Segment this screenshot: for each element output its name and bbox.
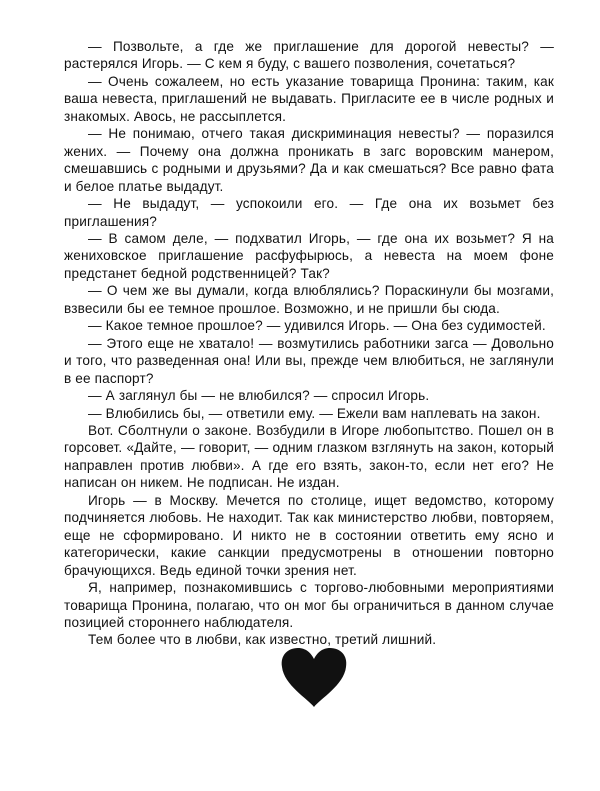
paragraph: — В самом деле, — подхватил Игорь, — где она их возьмет? Я на жениховское приглашение расфуфырюсь, а невеста на моем фоне предстанет бедной родственницей? Так? — [64, 230, 554, 281]
paragraph: Игорь — в Москву. Мечется по столице, ищет ведомство, которому подчиняется любовь. Не находит. Так как министерство любви, повторяем, еще не сформировано. И никто не в состоянии ответить ему ясно и категорически, какие санкции предусмотрены в отношении повторно брачующихся. Ведь единой точки зрения нет. — [64, 492, 554, 578]
heart-shape — [282, 648, 347, 707]
paragraph: — Позвольте, а где же приглашение для дорогой невесты? — растерялся Игорь. — С кем я буду, с вашего позволения, сочетаться? — [64, 39, 554, 72]
paragraph: — Не понимаю, отчего такая дискриминация невесты? — поразился жених. — Почему она должна проникать в загс воровским манером, смешавшись с родными и друзьями? Да и как смешаться? Все равно фата и белое платье выдадут. — [64, 126, 554, 194]
paragraph: Вот. Сболтнули о законе. Возбудили в Игоре любопытство. Пошел он в горсовет. «Дайте, — говорит, — одним глазком взглянуть на закон, который направлен против любви». А где его взять, закон-то, если нет его? Не написан он никем. Не подписан. Не издан. — [64, 422, 554, 491]
paragraph: — Какое темное прошлое? — удивился Игорь. — Она без судимостей. — [88, 318, 546, 334]
heart-icon — [280, 647, 348, 709]
paragraph: — Этого еще не хватало! — возмутились работники загса — Довольно и того, что разведенная она! Или вы, прежде чем влюбиться, не заглянули в ее паспорт? — [64, 335, 554, 386]
paragraph: — Влюбились бы, — ответили ему. — Ежели вам наплевать на закон. — [88, 405, 541, 421]
paragraph: — Не выдадут, — успокоили его. — Где она их возьмет без приглашения? — [64, 196, 554, 229]
paragraph: Я, например, познакомившись с торгово-любовными мероприятиями товарища Пронина, полагаю, что он мог бы ограничиться в данном случае позицией стороннего наблюдателя. — [64, 580, 554, 630]
paragraph: — А заглянул бы — не влюбился? — спросил Игорь. — [88, 388, 430, 404]
paragraph: — О чем же вы думали, когда влюблялись? Пораскинули бы мозгами, взвесили бы ее темное прошлое. Возможно, и не пришли бы сюда. — [64, 283, 554, 316]
paragraph: Тем более что в любви, как известно, третий лишний. — [88, 632, 437, 648]
text-column — [64, 38, 554, 649]
paragraph: — Очень сожалеем, но есть указание товарища Пронина: таким, как ваша невеста, приглашений не выдавать. Пригласите ее в числе родных и знакомых. Авось, не рассыплется. — [64, 73, 554, 124]
